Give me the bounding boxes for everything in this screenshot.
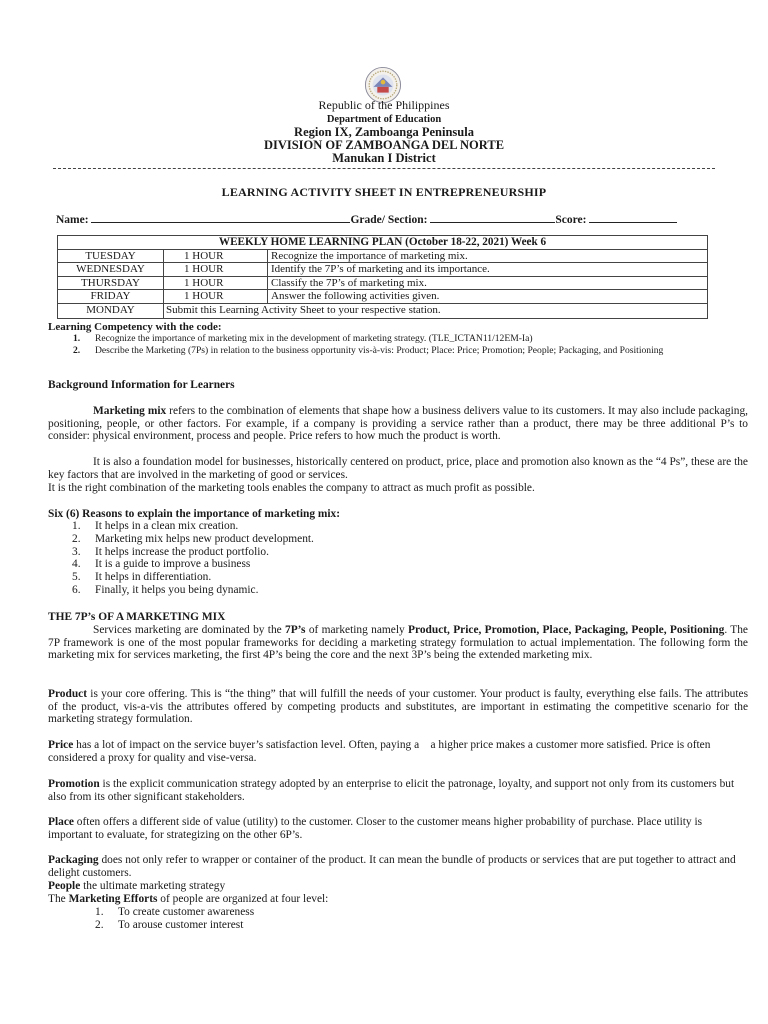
promotion-definition: is the explicit communication strategy adopted by an enterprise to elicit the patronage, loyalty, and support not only from its customers but also from its other significant stakeholders. bbox=[48, 778, 735, 803]
price-term: Price bbox=[48, 739, 74, 751]
plan-day: WEDNESDAY bbox=[58, 263, 164, 277]
competency-text: Describe the Marketing (7Ps) in relation to the business opportunity vis-à-vis: Product; Place: Price; Promotion; People; Packaging, and Positioning bbox=[95, 345, 664, 356]
list-item bbox=[72, 584, 314, 597]
product-term: Product bbox=[48, 688, 88, 700]
table-row bbox=[58, 249, 708, 263]
list-item bbox=[72, 520, 314, 533]
student-info-line bbox=[56, 212, 716, 227]
list-number: 5. bbox=[72, 571, 81, 584]
list-text: To arouse customer interest bbox=[118, 918, 244, 931]
background-paragraph-3: It is the right combination of the marketing tools enables the company to attract as much profit as possible. bbox=[48, 482, 535, 494]
score-label: Score: bbox=[555, 214, 587, 226]
efforts-text: of people are organized at four level: bbox=[157, 893, 329, 905]
list-item bbox=[72, 533, 314, 546]
header-division: DIVISION OF ZAMBOANGA DEL NORTE bbox=[263, 138, 505, 152]
sevenps-intro bbox=[48, 624, 748, 662]
packaging-paragraph bbox=[48, 854, 748, 879]
sevenps-term: 7P’s bbox=[285, 624, 306, 636]
list-text: It helps in differentiation. bbox=[95, 571, 212, 584]
name-field[interactable] bbox=[91, 212, 350, 223]
list-number: 4. bbox=[72, 558, 81, 571]
plan-task: Classify the 7P’s of marketing mix. bbox=[268, 276, 708, 290]
table-row bbox=[58, 276, 708, 290]
table-row bbox=[58, 263, 708, 277]
levels-list bbox=[95, 906, 254, 932]
competency-number: 1. bbox=[73, 333, 81, 344]
header-country: Republic of the Philippines bbox=[318, 98, 450, 112]
list-number: 3. bbox=[72, 545, 81, 558]
list-number: 6. bbox=[72, 583, 81, 596]
plan-task: Submit this Learning Activity Sheet to your respective station. bbox=[164, 303, 708, 318]
packaging-term: Packaging bbox=[48, 854, 99, 866]
plan-heading: WEEKLY HOME LEARNING PLAN (October 18-22, 2021) Week 6 bbox=[58, 236, 708, 250]
sevenps-heading: THE 7P’s OF A MARKETING MIX bbox=[48, 611, 226, 623]
product-paragraph bbox=[48, 688, 748, 726]
name-label: Name: bbox=[56, 214, 89, 226]
header-department: Department of Education bbox=[326, 114, 442, 125]
score-field[interactable] bbox=[589, 212, 677, 223]
background-heading: Background Information for Learners bbox=[48, 379, 235, 391]
list-item bbox=[72, 571, 314, 584]
sevenps-list-term: Product, Price, Promotion, Place, Packaging, People, Positioning bbox=[408, 624, 725, 636]
competency-heading: Learning Competency with the code: bbox=[48, 321, 222, 333]
competency-text: Recognize the importance of marketing mix in the development of marketing strategy. (TLE_ICTAN11/12EM-Ia) bbox=[95, 333, 533, 344]
list-text: Marketing mix helps new product development. bbox=[95, 532, 314, 545]
plan-hours: 1 HOUR bbox=[164, 249, 268, 263]
place-definition: often offers a different side of value (utility) to the customer. Closer to the customer means higher probability of purchase. Place utility is important to evaluate, for strategizing on the other 6P’s. bbox=[48, 816, 703, 841]
header-divider bbox=[53, 168, 715, 169]
reasons-heading: Six (6) Reasons to explain the importance of marketing mix: bbox=[48, 508, 341, 520]
list-item bbox=[95, 919, 254, 932]
price-definition: has a lot of impact on the service buyer’s satisfaction level. Often, paying a a higher price makes a customer more satisfied. Price is often considered a proxy for quality and vise-versa. bbox=[48, 739, 714, 764]
product-definition: is your core offering. This is “the thing” that will fulfill the needs of your customer. Your product is faulty, everything else fails. The attributes of the product, vis-a-vis the attributes offered by competing products and substitutes, are important in estimating the competitive scenario for the marketing strategy formulation. bbox=[48, 688, 748, 726]
reasons-list bbox=[72, 520, 314, 597]
competency-number: 2. bbox=[73, 345, 81, 356]
people-term: People bbox=[48, 880, 81, 892]
list-item bbox=[72, 546, 314, 559]
plan-hours: 1 HOUR bbox=[164, 276, 268, 290]
sheet-title: LEARNING ACTIVITY SHEET IN ENTREPRENEURSHIP bbox=[221, 185, 547, 199]
promotion-paragraph bbox=[48, 778, 748, 803]
weekly-plan-table bbox=[57, 235, 708, 319]
plan-day: THURSDAY bbox=[58, 276, 164, 290]
list-text: It helps in a clean mix creation. bbox=[95, 520, 239, 532]
list-text: It is a guide to improve a business bbox=[95, 558, 251, 571]
plan-day: FRIDAY bbox=[58, 290, 164, 304]
plan-hours: 1 HOUR bbox=[164, 263, 268, 277]
list-item bbox=[95, 906, 254, 919]
efforts-paragraph bbox=[48, 893, 748, 906]
list-number: 2. bbox=[95, 918, 104, 931]
header-region: Region IX, Zamboanga Peninsula bbox=[294, 125, 474, 139]
place-paragraph bbox=[48, 816, 748, 841]
plan-task: Answer the following activities given. bbox=[268, 290, 708, 304]
list-item bbox=[72, 558, 314, 571]
background-paragraph-1 bbox=[48, 405, 748, 443]
grade-section-label: Grade/ Section: bbox=[350, 214, 428, 226]
list-number: 1. bbox=[95, 906, 104, 918]
table-row bbox=[58, 290, 708, 304]
list-number: 1. bbox=[72, 520, 81, 532]
competency-item bbox=[73, 333, 725, 345]
table-row bbox=[58, 303, 708, 318]
list-number: 2. bbox=[72, 532, 81, 545]
competency-item bbox=[73, 345, 725, 357]
plan-hours: 1 HOUR bbox=[164, 290, 268, 304]
plan-day: TUESDAY bbox=[58, 249, 164, 263]
plan-day: MONDAY bbox=[58, 303, 164, 318]
efforts-text: The bbox=[48, 893, 69, 905]
sevenps-intro-text: of marketing namely bbox=[305, 624, 409, 636]
price-paragraph bbox=[48, 739, 748, 764]
place-term: Place bbox=[48, 816, 74, 828]
list-text: Finally, it helps you being dynamic. bbox=[95, 583, 259, 596]
header-district: Manukan I District bbox=[332, 151, 436, 165]
sevenps-intro-text: . The 7P framework is one of the most popular frameworks for deciding a marketing strategy formulation to actual implementation. The following form the marketing mix for services marketing, the first 4P’s being the core and the next 3P’s being the extended marketing mix. bbox=[48, 624, 748, 662]
list-text: It helps increase the product portfolio. bbox=[95, 545, 269, 558]
promotion-term: Promotion bbox=[48, 778, 100, 790]
marketing-mix-definition: refers to the combination of elements that shape how a business delivers value to its customers. It may also include packaging, positioning, people, or other factors. For example, if a company is providing a service rather than a product, there may be three additional P’s to consider: physical environment, process and people. Price refers to how much the product is worth. bbox=[48, 405, 749, 443]
list-text: To create customer awareness bbox=[118, 906, 255, 918]
plan-task: Identify the 7P’s of marketing and its importance. bbox=[268, 263, 708, 277]
background-paragraph-2 bbox=[48, 456, 748, 481]
people-definition: the ultimate marketing strategy bbox=[80, 880, 226, 892]
foundation-text: It is also a foundation model for businesses, historically centered on product, price, place and promotion also known as the “4 Ps”, these are the key factors that are involved in the marketing of good or services. bbox=[48, 456, 748, 481]
grade-section-field[interactable] bbox=[430, 212, 555, 223]
people-paragraph bbox=[48, 880, 748, 893]
sevenps-intro-text: Services marketing are dominated by the bbox=[93, 624, 286, 636]
marketing-mix-term: Marketing mix bbox=[93, 405, 167, 417]
packaging-definition: does not only refer to wrapper or container of the product. It can mean the bundle of products or services that are put together to attract and delight customers. bbox=[48, 854, 736, 879]
plan-task: Recognize the importance of marketing mix. bbox=[268, 249, 708, 263]
efforts-term: Marketing Efforts bbox=[68, 893, 158, 905]
